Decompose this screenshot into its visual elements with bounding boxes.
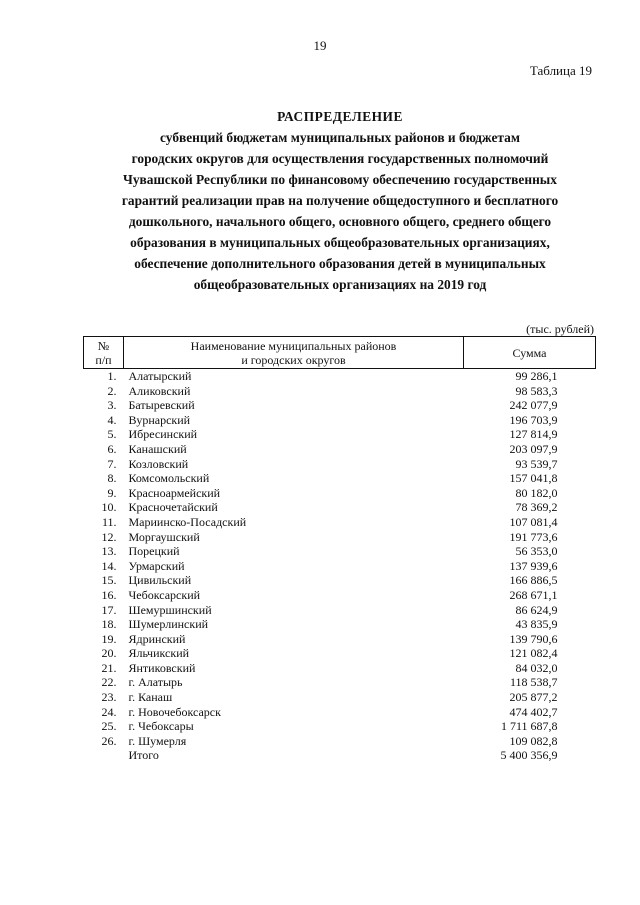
table-row — [84, 471, 596, 486]
header-name-line: Наименование муниципальных районов — [190, 338, 397, 353]
row-sum: 166 886,5 — [509, 573, 558, 588]
row-name: Аликовский — [128, 383, 191, 398]
row-number: 7. — [107, 456, 117, 471]
row-name: г. Шумерля — [128, 733, 187, 748]
table-reference: Таблица 19 — [529, 63, 592, 78]
row-name: Вурнарский — [128, 412, 191, 427]
row-name: г. Канаш — [128, 690, 173, 705]
row-sum: 157 041,8 — [509, 471, 558, 486]
row-number: 8. — [107, 471, 117, 486]
heading-line: городских округов для осуществления государственных полномочий — [131, 151, 549, 166]
row-name: Чебоксарский — [128, 587, 201, 602]
heading-line: дошкольного, начального общего, основного общего, среднего общего — [128, 214, 552, 229]
row-number: 17. — [101, 602, 117, 617]
table-row — [84, 588, 596, 603]
table-row — [84, 384, 596, 399]
table-row — [84, 661, 596, 676]
row-number: 24. — [101, 704, 117, 719]
row-sum: 242 077,9 — [509, 398, 558, 413]
header-name — [124, 337, 464, 369]
heading-line: общеобразовательных организациях на 2019 год — [193, 277, 487, 292]
table-row — [84, 369, 596, 384]
row-name: Канашский — [128, 441, 187, 456]
row-number: 22. — [101, 675, 117, 690]
table-row — [84, 500, 596, 515]
row-sum: 203 097,9 — [509, 441, 558, 456]
total-row — [84, 748, 596, 763]
row-number: 10. — [101, 500, 117, 515]
row-number: 2. — [107, 383, 117, 398]
row-name: Батыревский — [128, 398, 195, 413]
row-sum: 43 835,9 — [515, 617, 558, 632]
header-number-line: № — [97, 338, 110, 353]
row-number: 23. — [101, 690, 117, 705]
table-header-row — [84, 337, 596, 369]
page-number: 19 — [313, 38, 327, 53]
table-row — [84, 559, 596, 574]
table-row — [84, 486, 596, 501]
table-row — [84, 442, 596, 457]
row-sum: 137 939,6 — [509, 558, 558, 573]
table-row — [84, 530, 596, 545]
document-heading — [70, 106, 610, 295]
row-sum: 205 877,2 — [509, 690, 558, 705]
heading-line: Чувашской Республики по финансовому обеспечению государственных — [123, 172, 557, 187]
row-sum: 118 538,7 — [509, 675, 558, 690]
row-name: Шумерлинский — [128, 617, 209, 632]
row-name: Моргаушский — [128, 529, 200, 544]
row-number: 4. — [107, 412, 117, 427]
row-sum: 84 032,0 — [515, 660, 558, 675]
table-row — [84, 646, 596, 661]
row-sum: 86 624,9 — [515, 602, 558, 617]
row-number: 5. — [107, 427, 117, 442]
row-sum: 107 081,4 — [509, 514, 558, 529]
row-name: Ибресинский — [128, 427, 198, 442]
table-row — [84, 427, 596, 442]
row-name: Красночетайский — [128, 500, 218, 515]
row-name: Итого — [128, 748, 159, 763]
row-number: 26. — [101, 733, 117, 748]
row-number: 19. — [101, 631, 117, 646]
row-number: 3. — [107, 398, 117, 413]
heading-title: РАСПРЕДЕЛЕНИЕ — [277, 109, 403, 124]
table-row — [84, 705, 596, 720]
row-number: 13. — [101, 544, 117, 559]
row-sum: 121 082,4 — [509, 646, 558, 661]
row-sum: 127 814,9 — [509, 427, 558, 442]
row-number: 12. — [101, 529, 117, 544]
row-number: 14. — [101, 558, 117, 573]
header-name-line: и городских округов — [241, 352, 346, 367]
row-name: Урмарский — [128, 558, 185, 573]
row-name: Яльчикский — [128, 646, 190, 661]
row-number: 25. — [101, 719, 117, 734]
row-name: Шемуршинский — [128, 602, 212, 617]
heading-line: обеспечение дополнительного образования детей в муниципальных — [134, 256, 546, 271]
row-number: 18. — [101, 617, 117, 632]
row-name: Алатырский — [128, 369, 192, 383]
table-row — [84, 413, 596, 428]
row-name: Мариинско-Посадский — [128, 514, 247, 529]
table-row — [84, 573, 596, 588]
row-sum: 80 182,0 — [515, 485, 558, 500]
row-sum: 98 583,3 — [515, 383, 558, 398]
row-number: 1. — [107, 369, 117, 383]
row-number: 20. — [101, 646, 117, 661]
row-sum: 139 790,6 — [509, 631, 558, 646]
table-row — [84, 675, 596, 690]
row-sum: 93 539,7 — [515, 456, 558, 471]
units-label: (тыс. рублей) — [526, 322, 594, 336]
row-name: Порецкий — [128, 544, 180, 559]
table-row — [84, 719, 596, 734]
row-sum: 196 703,9 — [509, 412, 558, 427]
header-number-line: п/п — [95, 352, 112, 367]
row-sum: 474 402,7 — [509, 704, 558, 719]
row-name: г. Алатырь — [128, 675, 183, 690]
row-number: 15. — [101, 573, 117, 588]
row-name: Красноармейский — [128, 485, 221, 500]
table-row — [84, 603, 596, 618]
row-number: 11. — [101, 514, 117, 529]
row-name: Комсомольский — [128, 471, 210, 486]
row-sum: 191 773,6 — [509, 529, 558, 544]
row-name: Ядринский — [128, 631, 186, 646]
row-number: 21. — [101, 660, 117, 675]
row-name: Козловский — [128, 456, 189, 471]
table-row — [84, 515, 596, 530]
heading-line: образования в муниципальных общеобразовательных организациях, — [130, 235, 550, 250]
row-sum: 78 369,2 — [515, 500, 558, 515]
row-name: Цивильский — [128, 573, 192, 588]
table-row — [84, 632, 596, 647]
header-number — [84, 337, 124, 369]
row-number: 6. — [107, 441, 117, 456]
header-sum: Сумма — [464, 337, 596, 369]
row-sum: 268 671,1 — [509, 587, 558, 602]
table-row — [84, 398, 596, 413]
table-row — [84, 734, 596, 749]
table-row — [84, 690, 596, 705]
heading-line: гарантий реализации прав на получение общедоступного и бесплатного — [121, 193, 559, 208]
table-body — [84, 369, 596, 764]
row-number: 16. — [101, 587, 117, 602]
row-sum: 99 286,1 — [515, 369, 558, 383]
table-row — [84, 457, 596, 472]
row-name: г. Новочебоксарск — [128, 704, 221, 719]
row-name: Янтиковский — [128, 660, 196, 675]
row-name: г. Чебоксары — [128, 719, 194, 734]
distribution-table — [83, 336, 596, 763]
row-number — [84, 748, 124, 763]
row-number: 9. — [107, 485, 117, 500]
table-row — [84, 544, 596, 559]
row-sum: 56 353,0 — [515, 544, 558, 559]
table-row — [84, 617, 596, 632]
heading-line: субвенций бюджетам муниципальных районов и бюджетам — [160, 130, 520, 145]
row-sum: 109 082,8 — [509, 733, 558, 748]
row-sum: 1 711 687,8 — [500, 719, 558, 734]
row-sum: 5 400 356,9 — [500, 748, 558, 763]
